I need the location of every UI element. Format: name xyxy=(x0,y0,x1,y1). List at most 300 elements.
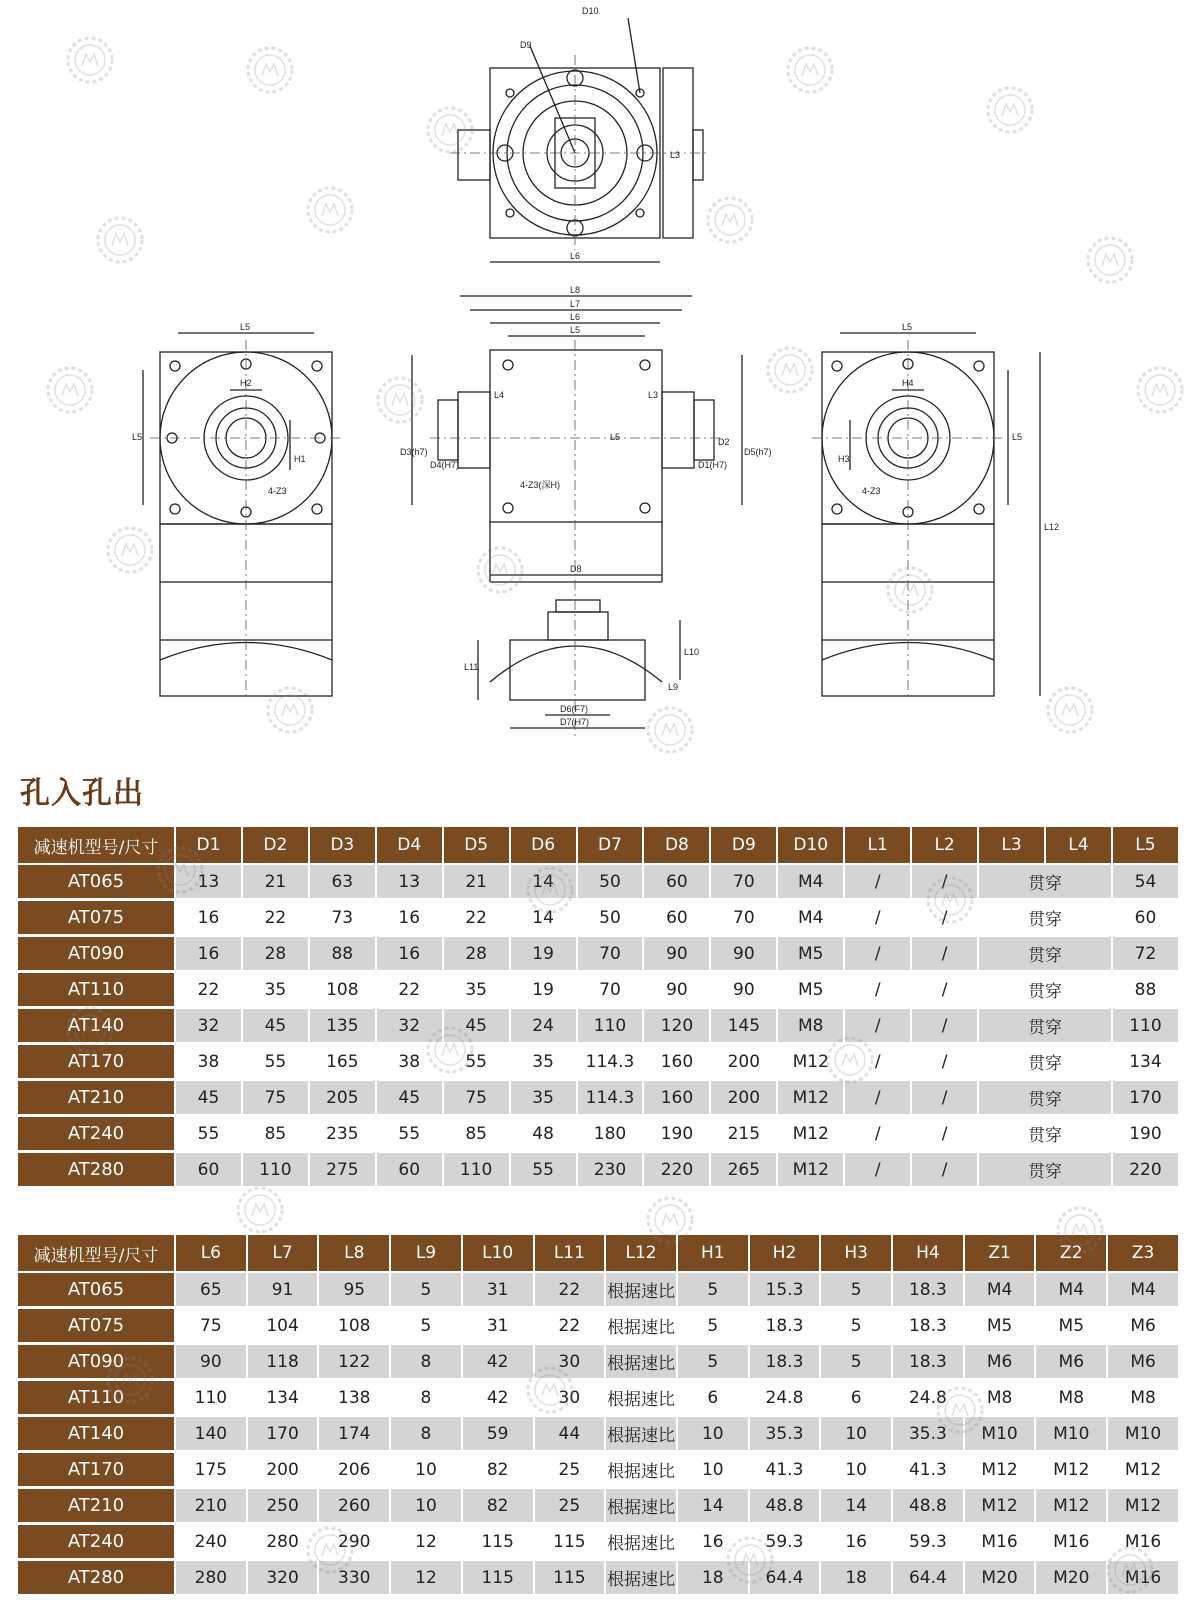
table-cell: 50 xyxy=(578,865,645,901)
table-cell: 138 xyxy=(319,1381,391,1417)
model-cell: AT065 xyxy=(18,865,176,901)
right-view xyxy=(822,333,1040,696)
model-cell: AT075 xyxy=(18,1309,176,1345)
table-cell: 90 xyxy=(644,973,711,1009)
table-cell: 5 xyxy=(678,1309,750,1345)
table-cell: 22 xyxy=(243,901,310,937)
table-cell: 200 xyxy=(711,1045,778,1081)
table-cell: M4 xyxy=(965,1273,1037,1309)
column-header: D4 xyxy=(377,827,444,865)
table-cell: 根据速比 xyxy=(606,1273,678,1309)
watermark-logo-icon xyxy=(230,1180,290,1240)
table-cell: 48.8 xyxy=(893,1489,965,1525)
table-cell: 75 xyxy=(176,1309,248,1345)
table-cell: / xyxy=(912,865,979,901)
column-header: L8 xyxy=(319,1235,391,1273)
column-header: L3 xyxy=(979,827,1046,865)
table-cell: 10 xyxy=(678,1417,750,1453)
table-row xyxy=(18,1009,1180,1045)
table-cell: M10 xyxy=(1108,1417,1180,1453)
table-cell: 70 xyxy=(711,901,778,937)
table-cell: M4 xyxy=(778,901,845,937)
table-cell: 55 xyxy=(377,1117,444,1153)
table-row xyxy=(18,1417,1180,1453)
table-cell: / xyxy=(845,865,912,901)
table-cell: M20 xyxy=(965,1561,1037,1597)
table-row xyxy=(18,1345,1180,1381)
table-cell: 5 xyxy=(678,1345,750,1381)
table-cell: 22 xyxy=(176,973,243,1009)
table-cell: 贯穿 xyxy=(979,1117,1113,1153)
table-row xyxy=(18,1273,1180,1309)
table-cell: 320 xyxy=(248,1561,320,1597)
model-cell: AT110 xyxy=(18,973,176,1009)
table-cell: 134 xyxy=(1113,1045,1180,1081)
table-cell: 55 xyxy=(511,1153,578,1189)
table-row xyxy=(18,1153,1180,1189)
table-cell: / xyxy=(912,1081,979,1117)
table-cell: 115 xyxy=(535,1561,607,1597)
model-cell: AT280 xyxy=(18,1561,176,1597)
table-cell: 59 xyxy=(463,1417,535,1453)
table-cell: 90 xyxy=(176,1345,248,1381)
table-cell: 240 xyxy=(176,1525,248,1561)
dim-label: D1(H7) xyxy=(698,460,728,470)
table-cell: 59.3 xyxy=(750,1525,822,1561)
table-cell: 290 xyxy=(319,1525,391,1561)
table-cell: 330 xyxy=(319,1561,391,1597)
table-cell: M12 xyxy=(778,1081,845,1117)
dim-label: D2 xyxy=(718,437,730,447)
front-view xyxy=(412,296,742,728)
dim-label: L5 xyxy=(610,432,621,442)
dim-label: L7 xyxy=(570,299,581,309)
table-cell: 贯穿 xyxy=(979,1153,1113,1189)
table-cell: 贯穿 xyxy=(979,973,1113,1009)
table-cell: 10 xyxy=(821,1417,893,1453)
table-cell: 75 xyxy=(243,1081,310,1117)
column-header: D7 xyxy=(578,827,645,865)
dim-label: 4-Z3(深H) xyxy=(520,480,560,490)
dim-label: H3 xyxy=(838,454,850,464)
table-cell: 90 xyxy=(644,937,711,973)
table-cell: 根据速比 xyxy=(606,1309,678,1345)
table-cell: 28 xyxy=(243,937,310,973)
table-cell: 30 xyxy=(535,1345,607,1381)
column-header: H3 xyxy=(821,1235,893,1273)
dimension-table-2 xyxy=(18,1235,1180,1597)
table-cell: 10 xyxy=(678,1453,750,1489)
table-cell: 174 xyxy=(319,1417,391,1453)
column-header: L9 xyxy=(391,1235,463,1273)
dim-label: D3(h7) xyxy=(400,447,428,457)
table-cell: 82 xyxy=(463,1453,535,1489)
table-cell: 35.3 xyxy=(750,1417,822,1453)
table-cell: 16 xyxy=(176,901,243,937)
table-cell: 48 xyxy=(511,1117,578,1153)
table-cell: 35.3 xyxy=(893,1417,965,1453)
table-cell: M12 xyxy=(1036,1489,1108,1525)
table-cell: / xyxy=(845,1045,912,1081)
table-cell: 235 xyxy=(310,1117,377,1153)
table-cell: 根据速比 xyxy=(606,1489,678,1525)
table-cell: M16 xyxy=(1036,1525,1108,1561)
dim-label: L9 xyxy=(668,682,679,692)
table-cell: 贯穿 xyxy=(979,1009,1113,1045)
table-cell: 175 xyxy=(176,1453,248,1489)
table-cell: 41.3 xyxy=(893,1453,965,1489)
column-header: Z3 xyxy=(1108,1235,1180,1273)
column-header: L12 xyxy=(606,1235,678,1273)
dim-label: L5 xyxy=(1012,432,1023,442)
table-cell: 60 xyxy=(176,1153,243,1189)
table-cell: 41.3 xyxy=(750,1453,822,1489)
table-cell: 70 xyxy=(578,973,645,1009)
dim-label: L5 xyxy=(240,322,251,332)
table-cell: 180 xyxy=(578,1117,645,1153)
table-cell: 18.3 xyxy=(750,1309,822,1345)
table-cell: 59.3 xyxy=(893,1525,965,1561)
table-cell: / xyxy=(912,901,979,937)
table-cell: 8 xyxy=(391,1345,463,1381)
table-cell: 45 xyxy=(176,1081,243,1117)
table-cell: / xyxy=(912,1117,979,1153)
table-header-row xyxy=(18,827,1180,865)
table-cell: M10 xyxy=(1036,1417,1108,1453)
column-header: L1 xyxy=(845,827,912,865)
table-cell: 110 xyxy=(243,1153,310,1189)
column-header: D1 xyxy=(176,827,243,865)
model-cell: AT090 xyxy=(18,1345,176,1381)
table-cell: 8 xyxy=(391,1417,463,1453)
table-cell: 22 xyxy=(444,901,511,937)
column-header: H2 xyxy=(750,1235,822,1273)
table-cell: 206 xyxy=(319,1453,391,1489)
table-cell: 215 xyxy=(711,1117,778,1153)
table-cell: 200 xyxy=(711,1081,778,1117)
dim-label: D6(F7) xyxy=(560,704,589,714)
table-cell: M12 xyxy=(1108,1453,1180,1489)
column-header: H1 xyxy=(678,1235,750,1273)
table-cell: 118 xyxy=(248,1345,320,1381)
table-cell: 21 xyxy=(243,865,310,901)
table-cell: 21 xyxy=(444,865,511,901)
table-cell: 64.4 xyxy=(893,1561,965,1597)
model-cell: AT240 xyxy=(18,1117,176,1153)
dim-label: D5(h7) xyxy=(744,447,772,457)
table-cell: 贯穿 xyxy=(979,937,1113,973)
table-cell: 55 xyxy=(243,1045,310,1081)
table-cell: 12 xyxy=(391,1525,463,1561)
model-column-header: 减速机型号/尺寸 xyxy=(18,827,176,865)
table-cell: 160 xyxy=(644,1081,711,1117)
table-cell: 19 xyxy=(511,973,578,1009)
table-cell: / xyxy=(845,973,912,1009)
table-cell: M8 xyxy=(1036,1381,1108,1417)
table-cell: 54 xyxy=(1113,865,1180,901)
table-cell: 5 xyxy=(821,1309,893,1345)
model-cell: AT210 xyxy=(18,1081,176,1117)
table-cell: / xyxy=(912,1009,979,1045)
table-cell: 110 xyxy=(176,1381,248,1417)
table-cell: 260 xyxy=(319,1489,391,1525)
dim-label: D8 xyxy=(570,564,582,574)
table-cell: 根据速比 xyxy=(606,1417,678,1453)
table-row xyxy=(18,1081,1180,1117)
table-cell: M12 xyxy=(778,1117,845,1153)
table-row xyxy=(18,937,1180,973)
table-cell: 18 xyxy=(678,1561,750,1597)
table-cell: 115 xyxy=(463,1561,535,1597)
table-cell: M10 xyxy=(965,1417,1037,1453)
table-cell: 60 xyxy=(1113,901,1180,937)
table-cell: 85 xyxy=(444,1117,511,1153)
table-cell: 70 xyxy=(711,865,778,901)
table-cell: / xyxy=(845,937,912,973)
table-cell: 45 xyxy=(377,1081,444,1117)
table-cell: M16 xyxy=(1108,1525,1180,1561)
table-cell: 22 xyxy=(377,973,444,1009)
table-cell: 60 xyxy=(644,901,711,937)
table-cell: 13 xyxy=(176,865,243,901)
table-cell: 贯穿 xyxy=(979,901,1113,937)
table-cell: 70 xyxy=(578,937,645,973)
table-row xyxy=(18,1045,1180,1081)
column-header: L10 xyxy=(463,1235,535,1273)
model-cell: AT170 xyxy=(18,1045,176,1081)
table-cell: 63 xyxy=(310,865,377,901)
table-cell: 14 xyxy=(821,1489,893,1525)
table-cell: 根据速比 xyxy=(606,1525,678,1561)
dim-label: L4 xyxy=(494,390,505,400)
table-cell: 根据速比 xyxy=(606,1345,678,1381)
table-cell: 91 xyxy=(248,1273,320,1309)
column-header: Z1 xyxy=(965,1235,1037,1273)
table-cell: 根据速比 xyxy=(606,1561,678,1597)
table-cell: 5 xyxy=(678,1273,750,1309)
table-cell: 220 xyxy=(644,1153,711,1189)
table-cell: 160 xyxy=(644,1045,711,1081)
table-cell: 6 xyxy=(821,1381,893,1417)
table-row xyxy=(18,901,1180,937)
table-cell: 60 xyxy=(644,865,711,901)
column-header: D10 xyxy=(778,827,845,865)
dim-label: 4-Z3 xyxy=(268,486,287,496)
dim-label: L6 xyxy=(570,312,581,322)
table-cell: 64.4 xyxy=(750,1561,822,1597)
table-cell: 14 xyxy=(678,1489,750,1525)
table-cell: 15.3 xyxy=(750,1273,822,1309)
table-cell: M5 xyxy=(965,1309,1037,1345)
table-cell: 44 xyxy=(535,1417,607,1453)
table-cell: 16 xyxy=(377,901,444,937)
table-cell: 38 xyxy=(176,1045,243,1081)
table-cell: 108 xyxy=(319,1309,391,1345)
table-cell: 165 xyxy=(310,1045,377,1081)
table-cell: 190 xyxy=(1113,1117,1180,1153)
table-cell: 16 xyxy=(377,937,444,973)
dim-label: L11 xyxy=(464,662,479,672)
table-cell: 12 xyxy=(391,1561,463,1597)
table-cell: M16 xyxy=(965,1525,1037,1561)
table-cell: 200 xyxy=(248,1453,320,1489)
table-cell: 115 xyxy=(535,1525,607,1561)
table-cell: 31 xyxy=(463,1309,535,1345)
dim-label: H1 xyxy=(294,454,306,464)
table-cell: 210 xyxy=(176,1489,248,1525)
table-cell: 35 xyxy=(511,1081,578,1117)
column-header: D5 xyxy=(444,827,511,865)
dim-label: 4-Z3 xyxy=(862,486,881,496)
table-cell: 280 xyxy=(248,1525,320,1561)
table-cell: 32 xyxy=(176,1009,243,1045)
table-cell: 190 xyxy=(644,1117,711,1153)
dim-label: D10 xyxy=(582,6,599,16)
dim-label: L8 xyxy=(570,285,581,295)
table-cell: 114.3 xyxy=(578,1081,645,1117)
table-cell: 205 xyxy=(310,1081,377,1117)
table-cell: 18.3 xyxy=(893,1273,965,1309)
table-cell: 16 xyxy=(176,937,243,973)
table-cell: 110 xyxy=(578,1009,645,1045)
table-cell: 28 xyxy=(444,937,511,973)
table-cell: 42 xyxy=(463,1381,535,1417)
table-cell: 170 xyxy=(1113,1081,1180,1117)
column-header: L11 xyxy=(535,1235,607,1273)
table-cell: 根据速比 xyxy=(606,1453,678,1489)
table-row xyxy=(18,973,1180,1009)
table-cell: 45 xyxy=(444,1009,511,1045)
dim-label: L10 xyxy=(684,647,700,657)
table-cell: 13 xyxy=(377,865,444,901)
table-cell: 18.3 xyxy=(750,1345,822,1381)
table-cell: 90 xyxy=(711,973,778,1009)
table-cell: 145 xyxy=(711,1009,778,1045)
column-header: D9 xyxy=(711,827,778,865)
table-cell: M12 xyxy=(965,1453,1037,1489)
table-cell: 280 xyxy=(176,1561,248,1597)
table-row xyxy=(18,1525,1180,1561)
table-cell: 275 xyxy=(310,1153,377,1189)
table-cell: 18 xyxy=(821,1561,893,1597)
table-cell: 6 xyxy=(678,1381,750,1417)
table-cell: 85 xyxy=(243,1117,310,1153)
table-cell: 24.8 xyxy=(893,1381,965,1417)
table-cell: / xyxy=(845,1009,912,1045)
table-cell: 贯穿 xyxy=(979,1081,1113,1117)
table-cell: 170 xyxy=(248,1417,320,1453)
table-cell: 73 xyxy=(310,901,377,937)
table-cell: 140 xyxy=(176,1417,248,1453)
table-cell: M5 xyxy=(778,937,845,973)
table-cell: M8 xyxy=(1108,1381,1180,1417)
table-cell: 10 xyxy=(391,1453,463,1489)
model-cell: AT240 xyxy=(18,1525,176,1561)
table-cell: 根据速比 xyxy=(606,1381,678,1417)
table-cell: 115 xyxy=(463,1525,535,1561)
table-cell: / xyxy=(845,901,912,937)
table-cell: 8 xyxy=(391,1381,463,1417)
table-cell: M12 xyxy=(1036,1453,1108,1489)
table-cell: 122 xyxy=(319,1345,391,1381)
column-header: D6 xyxy=(511,827,578,865)
table-cell: 14 xyxy=(511,865,578,901)
column-header: L7 xyxy=(248,1235,320,1273)
table-cell: 30 xyxy=(535,1381,607,1417)
table-cell: 135 xyxy=(310,1009,377,1045)
dim-label: D9 xyxy=(520,40,532,50)
table-cell: / xyxy=(845,1153,912,1189)
model-cell: AT210 xyxy=(18,1489,176,1525)
table-cell: 24.8 xyxy=(750,1381,822,1417)
table-cell: / xyxy=(912,1153,979,1189)
table-cell: 14 xyxy=(511,901,578,937)
table-cell: 82 xyxy=(463,1489,535,1525)
table-row xyxy=(18,865,1180,901)
table-cell: 16 xyxy=(821,1525,893,1561)
table-row xyxy=(18,1489,1180,1525)
table-cell: M4 xyxy=(1108,1273,1180,1309)
model-cell: AT170 xyxy=(18,1453,176,1489)
left-view xyxy=(143,333,332,696)
dim-label: L3 xyxy=(648,390,659,400)
table-cell: M20 xyxy=(1036,1561,1108,1597)
table-cell: / xyxy=(912,1045,979,1081)
dim-label: L6 xyxy=(570,251,581,261)
table-cell: M6 xyxy=(965,1345,1037,1381)
table-cell: M12 xyxy=(778,1045,845,1081)
table-cell: 95 xyxy=(319,1273,391,1309)
dim-label: H4 xyxy=(902,378,914,388)
table-cell: M6 xyxy=(1108,1309,1180,1345)
table-cell: 88 xyxy=(1113,973,1180,1009)
table-cell: 120 xyxy=(644,1009,711,1045)
model-cell: AT065 xyxy=(18,1273,176,1309)
table-row xyxy=(18,1561,1180,1597)
table-cell: M4 xyxy=(778,865,845,901)
dim-label: L12 xyxy=(1044,522,1060,532)
column-header: H4 xyxy=(893,1235,965,1273)
table-cell: 108 xyxy=(310,973,377,1009)
table-cell: 19 xyxy=(511,937,578,973)
table-cell: 24 xyxy=(511,1009,578,1045)
table-cell: 18.3 xyxy=(893,1345,965,1381)
section-title: 孔入孔出 xyxy=(20,776,144,811)
dimension-table-1 xyxy=(18,827,1180,1189)
table-cell: 65 xyxy=(176,1273,248,1309)
table-cell: M12 xyxy=(1108,1489,1180,1525)
table-cell: / xyxy=(912,937,979,973)
dim-label: L5 xyxy=(902,322,913,332)
table-cell: 25 xyxy=(535,1453,607,1489)
table-cell: M5 xyxy=(778,973,845,1009)
column-header: Z2 xyxy=(1036,1235,1108,1273)
model-cell: AT090 xyxy=(18,937,176,973)
table-cell: 265 xyxy=(711,1153,778,1189)
table-cell: 25 xyxy=(535,1489,607,1525)
model-cell: AT110 xyxy=(18,1381,176,1417)
column-header: D2 xyxy=(243,827,310,865)
column-header: L6 xyxy=(176,1235,248,1273)
table-cell: 22 xyxy=(535,1309,607,1345)
dim-label: L3 xyxy=(670,150,681,160)
table-cell: 48.8 xyxy=(750,1489,822,1525)
table-cell: 18.3 xyxy=(893,1309,965,1345)
table-cell: 88 xyxy=(310,937,377,973)
table-row xyxy=(18,1453,1180,1489)
column-header: L2 xyxy=(912,827,979,865)
table-row xyxy=(18,1117,1180,1153)
